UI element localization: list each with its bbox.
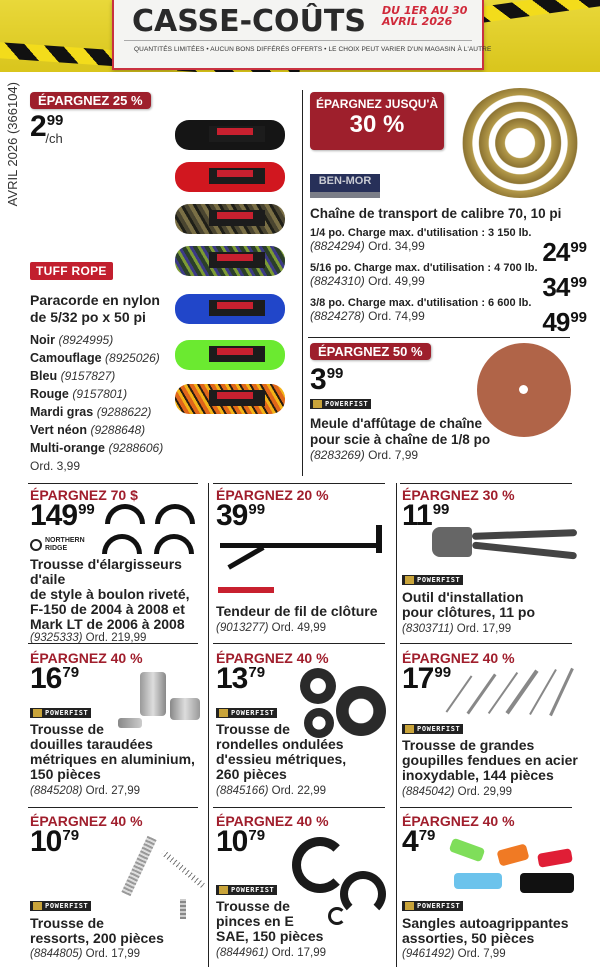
fence-stretcher-handle (376, 525, 382, 553)
grinding-wheel-image (477, 343, 571, 437)
sale-dates: DU 1ER AU 30 AVRIL 2026 (382, 4, 468, 28)
chain-image (460, 88, 580, 198)
brand-logo-powerfist: POWERFIST (30, 901, 91, 911)
product-name: Sangles autoagrippantes assorties, 50 pièces (402, 915, 569, 946)
brand-logo-tuff-rope: TUFF ROPE (30, 262, 113, 280)
powerfist-icon (405, 725, 414, 733)
product-name: Trousse de ressorts, 200 pièces (30, 915, 164, 946)
price: 2 99 /ch (30, 110, 64, 146)
fine-print: QUANTITÉS LIMITÉES • AUCUN BONS DIFFÉRÉS OFFERTS • LE CHOIX PEUT VARIER D'UN MAGASIN À L'AUTRE (134, 46, 492, 53)
price: 149 99 (30, 499, 95, 532)
savings-badge: ÉPARGNEZ 50 % (310, 343, 431, 360)
price: 17 99 (402, 662, 452, 695)
brand-logo-powerfist: POWERFIST (30, 708, 91, 718)
product-fence-stretcher[interactable]: ÉPARGNEZ 20 % 39 99 RED ROCK Tendeur de fil de clôture (9013277) Ord. 49,99 (216, 487, 394, 642)
regular-price: Ord. 3,99 (30, 459, 81, 473)
price: 10 79 (30, 825, 80, 858)
rope-image-neon-green (175, 340, 285, 370)
variant-item: Camouflage (8925026) (30, 351, 160, 365)
e-clip-image (340, 871, 386, 917)
product-name: Paracorde en nylon de 5/32 po x 50 pi (30, 292, 160, 325)
e-clip-image (292, 837, 348, 893)
rivet-nut-image (140, 672, 166, 716)
powerfist-icon (313, 400, 322, 408)
variant-item: Noir (8924995) (30, 333, 114, 347)
divider (400, 643, 572, 644)
powerfist-icon (33, 902, 42, 910)
rope-image-red (175, 162, 285, 192)
rope-image-black (175, 120, 285, 150)
washer-image (300, 668, 336, 704)
divider (28, 807, 198, 808)
product-name: Trousse de grandes goupilles fendues en acier inoxydable, 144 pièces (402, 737, 578, 783)
price: 4 79 (402, 825, 436, 858)
brand-logo-powerfist: POWERFIST (216, 708, 277, 718)
price: 49 99 (542, 307, 587, 337)
product-fence-tool[interactable]: ÉPARGNEZ 30 % 11 99 POWERFIST Outil d'installation pour clôtures, 11 po (8303711) Ord. 17,99 (402, 487, 598, 642)
chain-option: 1/4 po. Charge max. d'utilisation : 3 150 lb. (8824294) Ord. 34,99 24 99 (310, 227, 587, 267)
divider (396, 483, 397, 967)
savings-text: ÉPARGNEZ 20 % (216, 487, 329, 503)
variant-item: Vert néon (9288648) (30, 423, 146, 437)
powerfist-icon (219, 709, 228, 717)
price: 34 99 (542, 272, 587, 302)
fence-stretcher-image (220, 543, 380, 548)
product-rivet-nuts[interactable]: ÉPARGNEZ 40 % 16 79 POWERFIST Trousse de douilles taraudées métriques en aluminium, 150 pièces (8845208) Ord. 27,99 (30, 650, 206, 805)
rope-image-mardi-gras (175, 246, 285, 276)
brand-logo-powerfist: POWERFIST (402, 724, 463, 734)
divider (28, 483, 198, 484)
divider (213, 643, 385, 644)
savings-text: ÉPARGNEZ 40 % (216, 813, 329, 829)
brand-logo-powerfist: POWERFIST (402, 575, 463, 585)
brand-logo-ben-mor: BEN-MOR (310, 174, 380, 198)
powerfist-icon (405, 576, 414, 584)
product-grinding-wheel[interactable]: ÉPARGNEZ 50 % 3 99 POWERFIST Meule d'affûtage de chaîne pour scie à chaîne de 1/8 po (8283269) Ord. 7,99 (310, 343, 595, 478)
product-name: Chaîne de transport de calibre 70, 10 pi (310, 206, 562, 221)
pliers-image (432, 527, 472, 557)
rope-image-camo (175, 204, 285, 234)
variant-item: Bleu (9157827) (30, 369, 116, 383)
mountain-icon (30, 539, 42, 551)
price: 11 99 (402, 499, 450, 532)
product-name: Trousse d'élargisseurs d'aile de style à boulon riveté, F-150 de 2004 à 2008 et Mark LT de 2006 à 2008 (30, 556, 190, 632)
divider (213, 483, 385, 484)
product-hook-loop-straps[interactable]: ÉPARGNEZ 40 % 4 79 POWERFIST Sangles autoagrippantes assorties, 50 pièces (9461492) Ord. 7,99 (402, 813, 598, 967)
savings-text: ÉPARGNEZ 40 % (402, 813, 515, 829)
sale-sign (112, 0, 492, 70)
savings-text: ÉPARGNEZ 70 $ (30, 487, 138, 503)
divider (308, 337, 570, 338)
variant-item: Multi-orange (9288606) (30, 441, 164, 455)
divider (302, 90, 303, 476)
price: 10 79 (216, 825, 266, 858)
price: 39 99 (216, 499, 266, 532)
pliers-handle (472, 542, 577, 560)
header-banner (0, 0, 600, 72)
strap-image-blue (454, 873, 502, 889)
divider (208, 483, 209, 967)
variant-item: Mardi gras (9288622) (30, 405, 152, 419)
divider (213, 807, 385, 808)
divider (400, 807, 572, 808)
brand-logo-powerfist: POWERFIST (402, 901, 463, 911)
powerfist-icon (219, 886, 228, 894)
brand-logo-red-rock: RED ROCK (218, 587, 274, 593)
variant-item: Rouge (9157801) (30, 387, 128, 401)
fence-stretcher-handle (227, 545, 264, 569)
product-name: Trousse de douilles taraudées métriques en aluminium, 150 pièces (30, 721, 195, 782)
product-name: Meule d'affûtage de chaîne pour scie à chaîne de 1/8 po (310, 416, 491, 447)
savings-text: ÉPARGNEZ 40 % (30, 650, 143, 666)
strap-image-black (520, 873, 574, 893)
brand-logo-powerfist: POWERFIST (310, 399, 371, 409)
variant-list (30, 331, 163, 475)
chain-option: 3/8 po. Charge max. d'utilisation : 6 600 lb. (8824278) Ord. 74,99 49 99 (310, 297, 587, 337)
savings-text: ÉPARGNEZ 40 % (30, 813, 143, 829)
brand-logo-powerfist: POWERFIST (216, 885, 277, 895)
divider (124, 40, 472, 41)
price: 16 79 (30, 662, 80, 695)
savings-text: ÉPARGNEZ 40 % (402, 650, 515, 666)
price: 13 79 (216, 662, 266, 695)
product-e-clips[interactable]: ÉPARGNEZ 40 % 10 79 POWERFIST Trousse de pinces en E SAE, 150 pièces (8844961) Ord. 17,99 (216, 813, 394, 967)
price: 24 99 (542, 237, 587, 267)
product-cotter-pins[interactable]: ÉPARGNEZ 40 % 17 99 POWERFIST Trousse de grandes goupilles fendues en acier inoxydable, 144 pièces (8845042) Ord. 29,99 (402, 650, 598, 805)
rope-image-multi-orange (175, 384, 285, 414)
product-name: Trousse de pinces en E SAE, 150 pièces (216, 898, 324, 944)
powerfist-icon (405, 902, 414, 910)
e-clip-image (328, 907, 346, 925)
chain-option: 5/16 po. Charge max. d'utilisation : 4 700 lb. (8824310) Ord. 49,99 34 99 (310, 262, 587, 302)
savings-badge: ÉPARGNEZ JUSQU'À 30 % (310, 92, 444, 150)
divider (400, 483, 572, 484)
page-title: CASSE-COÛTS (132, 4, 366, 39)
product-push-nuts[interactable]: ÉPARGNEZ 40 % 13 79 POWERFIST Trousse de rondelles ondulées d'essieu métriques, 260 pièces (8845166) Ord. 22,99 (216, 650, 394, 805)
savings-text: ÉPARGNEZ 40 % (216, 650, 329, 666)
product-name: Trousse de rondelles ondulées d'essieu métriques, 260 pièces (216, 721, 347, 782)
savings-text: ÉPARGNEZ 30 % (402, 487, 515, 503)
product-name: Tendeur de fil de clôture (216, 603, 378, 619)
product-springs[interactable]: ÉPARGNEZ 40 % 10 79 POWERFIST Trousse de ressorts, 200 pièces (8844805) Ord. 17,99 (30, 813, 206, 967)
product-name: Outil d'installation pour clôtures, 11 po (402, 589, 536, 620)
price: 3 99 (310, 363, 344, 396)
savings-badge: ÉPARGNEZ 25 % (30, 92, 151, 109)
side-label: AVRIL 2026 (366104) (5, 82, 20, 207)
rivet-nut-image (170, 698, 200, 720)
powerfist-icon (33, 709, 42, 717)
spring-image (180, 899, 186, 919)
rope-image-blue (175, 294, 285, 324)
brand-logo-northern-ridge: NORTHERN RIDGE (30, 537, 206, 553)
product-fender-flares[interactable]: ÉPARGNEZ 70 $ 149 99 NORTHERN RIDGE Trousse d'élargisseurs d'aile de style à boulon riveté, F-150 de 2004 à 2008 et Mark LT de 2006 à 2008 (9325333) Ord. 219,99 (30, 487, 206, 642)
